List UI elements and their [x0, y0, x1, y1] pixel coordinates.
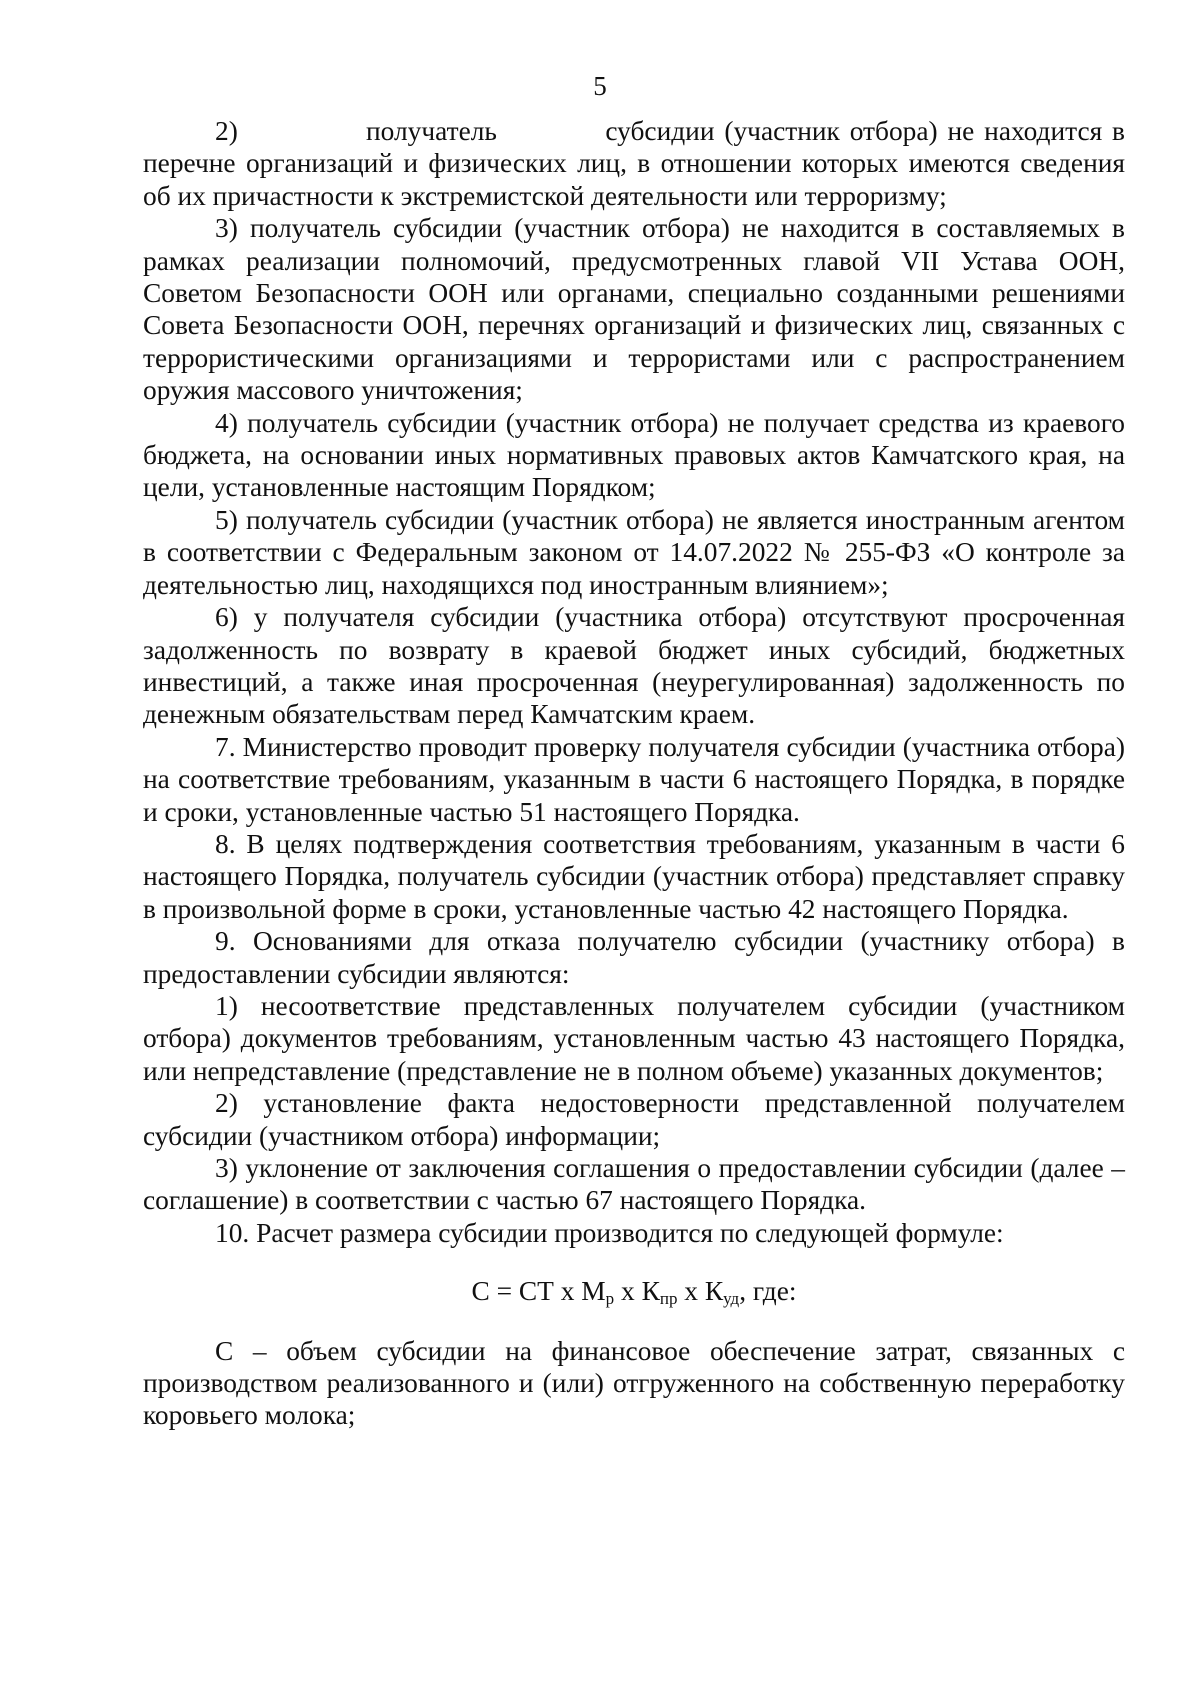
paragraph-definition-c: С – объем субсидии на финансовое обеспечение затрат, связанных с производством реализованного и (или) отгруженного на собственную переработку коровьего молока;	[143, 1335, 1125, 1431]
document-body	[143, 115, 1125, 1432]
page-number: 5	[593, 71, 607, 101]
formula-subscript-ud: уд	[723, 1289, 740, 1309]
paragraph-item-4: 4) получатель субсидии (участник отбора) не получает средства из краевого бюджета, на основании иных нормативных правовых актов Камчатского края, на цели, установленные настоящим Порядком;	[143, 407, 1125, 503]
paragraph-item-2: 2) получатель субсидии (участник отбора) не находится в перечне организаций и физических лиц, в отношении которых имеются сведения об их причастности к экстремистской деятельности или терроризму;	[143, 116, 1125, 211]
paragraph-part-10: 10. Расчет размера субсидии производится по следующей формуле:	[215, 1217, 1004, 1248]
paragraph-part-9-item-3: 3) уклонение от заключения соглашения о предоставлении субсидии (далее – соглашение) в соответствии с частью 67 настоящего Порядка.	[143, 1153, 1125, 1216]
paragraph-part-7: 7. Министерство проводит проверку получателя субсидии (участника отбора) на соответствие требованиям, указанным в части 6 настоящего Порядка, в порядке и сроки, установленные частью 51 настоящего Порядка.	[143, 731, 1125, 827]
formula-mid-2: х К	[677, 1276, 724, 1307]
paragraph-item-6: 6) у получателя субсидии (участника отбора) отсутствуют просроченная задолженность по возврату в краевой бюджет иных субсидий, бюджетных инвестиций, а также иная просроченная (неурегулированная) задолженность по денежным обязательствам перед Камчатским краем.	[143, 602, 1125, 730]
paragraph-part-9-item-1: 1) несоответствие представленных получателем субсидии (участником отбора) документов требованиям, установленным частью 43 настоящего Порядка, или непредставление (представление не в полном объеме) указанных документов;	[143, 990, 1125, 1086]
formula-mid-1: х К	[614, 1276, 660, 1307]
paragraph-part-8: 8. В целях подтверждения соответствия требованиям, указанным в части 6 настоящего Порядка, получатель субсидии (участник отбора) представляет справку в произвольной форме в сроки, установленные частью 42 настоящего Порядка.	[143, 828, 1125, 924]
formula-tail: , где:	[739, 1276, 797, 1307]
subsidy-formula	[143, 1249, 1125, 1334]
formula-subscript-r: р	[605, 1289, 615, 1309]
paragraph-part-9: 9. Основаниями для отказа получателю субсидии (участнику отбора) в предоставлении субсидии являются:	[143, 926, 1125, 989]
paragraph-item-3: 3) получатель субсидии (участник отбора) не находится в составляемых в рамках реализации полномочий, предусмотренных главой VII Устава ООН, Советом Безопасности ООН или органами, специально созданными решениями Совета Безопасности ООН, перечнях организаций и физических лиц, связанных с террористическими организациями и террористами или с распространением оружия массового уничтожения;	[143, 213, 1125, 406]
formula-subscript-pr: пр	[659, 1289, 678, 1309]
paragraph-part-9-item-2: 2) установление факта недостоверности представленной получателем субсидии (участником отбора) информации;	[143, 1088, 1125, 1151]
formula-lhs: С = СТ х М	[471, 1276, 606, 1307]
paragraph-item-5: 5) получатель субсидии (участник отбора) не является иностранным агентом в соответствии с Федеральным законом от 14.07.2022 № 255-ФЗ «О контроле за деятельностью лиц, находящихся под иностранным влиянием»;	[143, 504, 1125, 600]
